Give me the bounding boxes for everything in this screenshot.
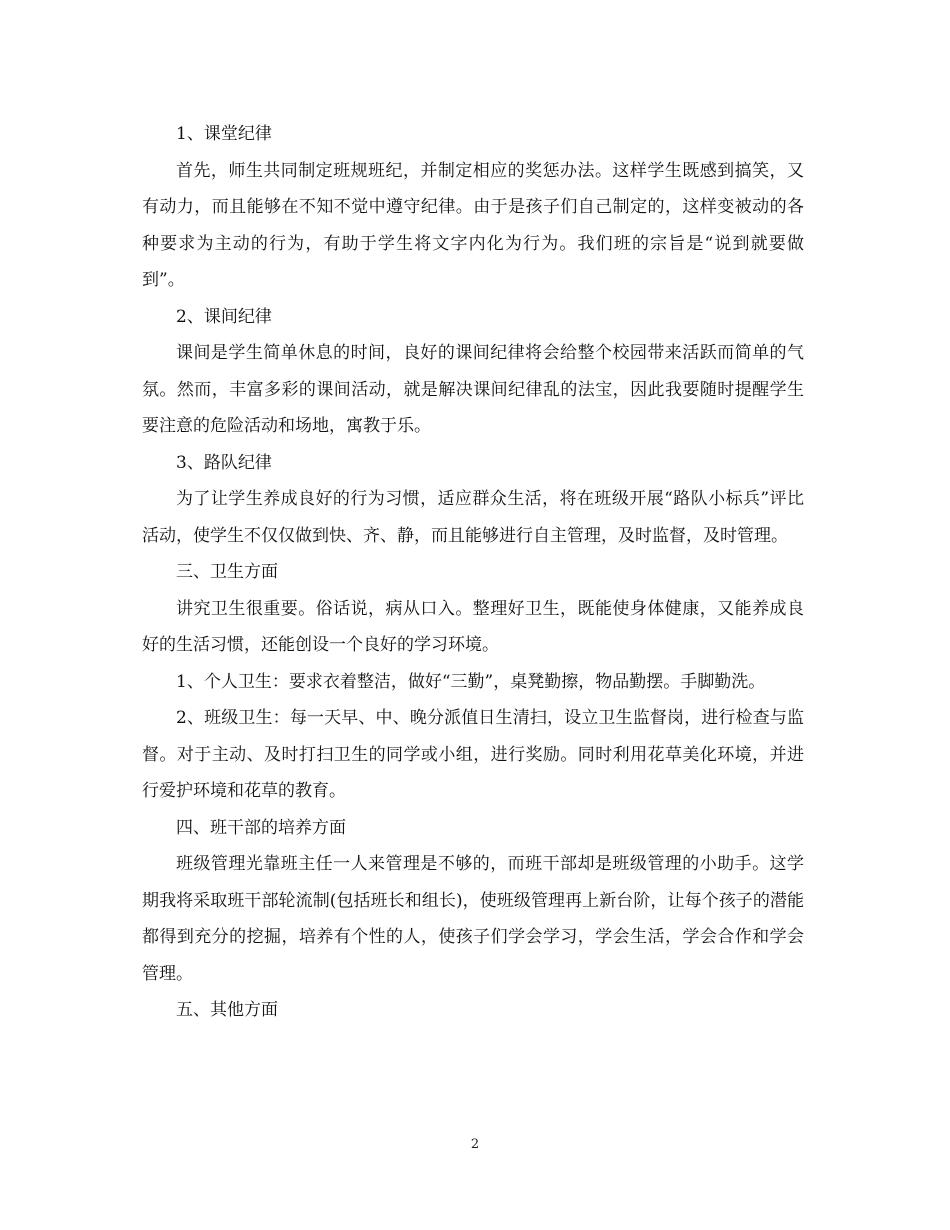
paragraph-line-discipline: 为了让学生养成良好的行为习惯，适应群众生活，将在班级开展“路队小标兵”评比活动，使学生不仅仅做到快、齐、静，而且能够进行自主管理，及时监督，及时管理。 [142, 489, 804, 546]
page-number: 2 [470, 1137, 480, 1152]
section-heading-line-discipline: 3、路队纪律 [176, 452, 272, 473]
paragraph-hygiene-intro: 讲究卫生很重要。俗话说，病从口入。整理好卫生，既能使身体健康，又能养成良好的生活习惯，还能创设一个良好的学习环境。 [142, 598, 804, 655]
paragraph-class-cadres: 班级管理光靠班主任一人来管理是不够的，而班干部却是班级管理的小助手。这学期我将采取班干部轮流制(包括班长和组长)，使班级管理再上新台阶，让每个孩子的潜能都得到充分的挖掘，培养有个性的人，使孩子们学会学习，学会生活，学会合作和学会管理。 [142, 854, 804, 984]
paragraph-break-discipline: 课间是学生简单休息的时间，良好的课间纪律将会给整个校园带来活跃而简单的气氛。然而，丰富多彩的课间活动，就是解决课间纪律乱的法宝，因此我要随时提醒学生要注意的危险活动和场地，寓教于乐。 [142, 343, 804, 436]
paragraph-classroom-discipline: 首先，师生共同制定班规班纪，并制定相应的奖惩办法。这样学生既感到搞笑，又有动力，而且能够在不知不觉中遵守纪律。由于是孩子们自己制定的，这样变被动的各种要求为主动的行为，有助于学生将文字内化为行为。我们班的宗旨是“说到就要做到”。 [142, 160, 804, 290]
paragraph-class-hygiene: 2、班级卫生：每一天早、中、晚分派值日生清扫，设立卫生监督岗，进行检查与监督。对于主动、及时打扫卫生的同学或小组，进行奖励。同时利用花草美化环境，并进行爱护环境和花草的教育。 [142, 708, 804, 801]
document-body [142, 116, 804, 1029]
section-heading-other: 五、其他方面 [176, 1000, 278, 1020]
section-heading-classroom-discipline: 1、课堂纪律 [176, 124, 272, 144]
section-heading-class-cadres: 四、班干部的培养方面 [176, 817, 346, 838]
section-heading-hygiene: 三、卫生方面 [176, 562, 278, 582]
section-heading-break-discipline: 2、课间纪律 [176, 306, 272, 327]
paragraph-personal-hygiene: 1、个人卫生：要求衣着整洁，做好“三勤”，桌凳勤擦，物品勤摆。手脚勤洗。 [176, 671, 766, 692]
